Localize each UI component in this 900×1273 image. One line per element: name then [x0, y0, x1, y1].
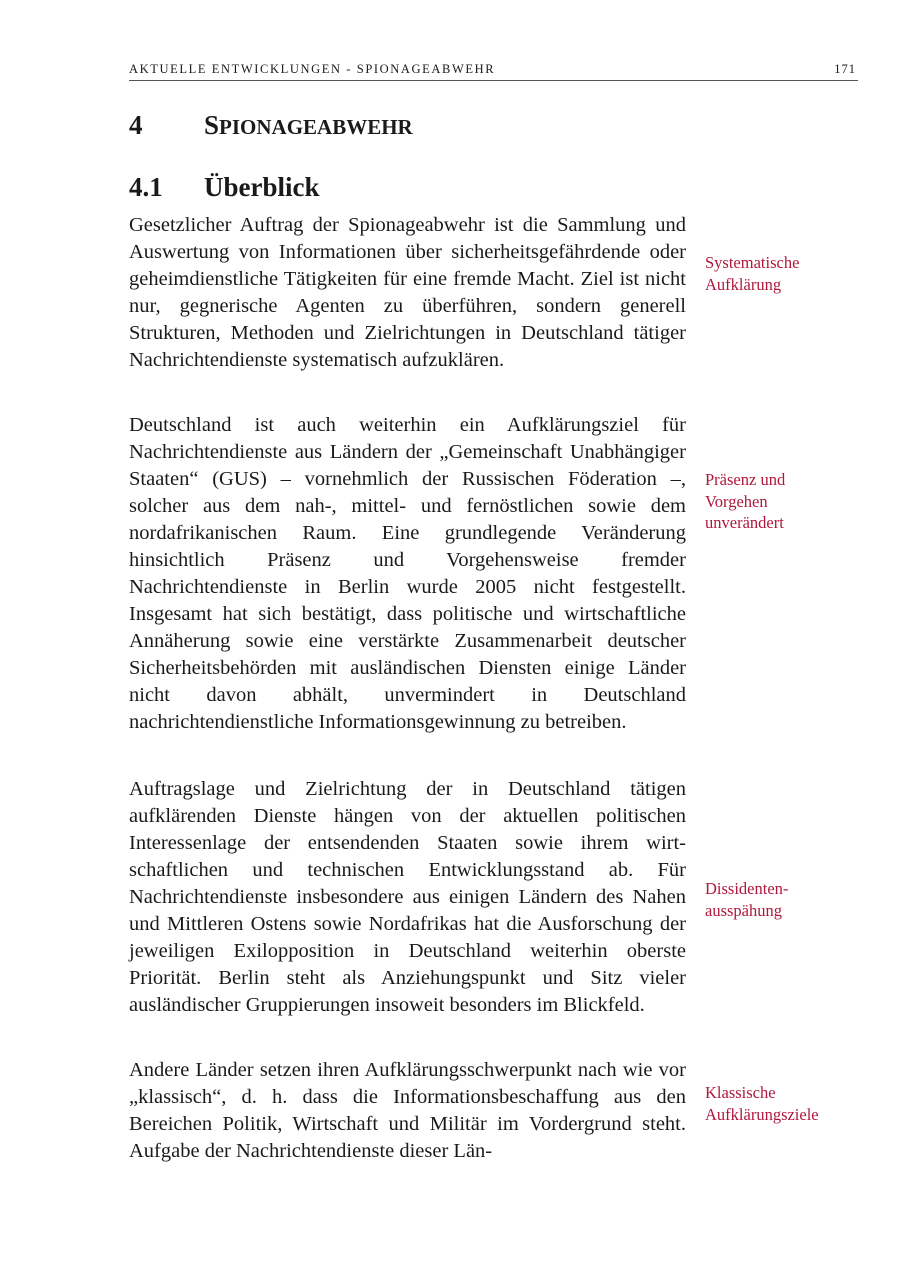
chapter-title: [204, 110, 413, 141]
margin-note-klassische-aufklaerungsziele: [705, 1082, 875, 1125]
margin-note-systematische-aufklaerung: [705, 252, 875, 295]
chapter-title-rest: PIONAGEABWEHR: [219, 115, 413, 139]
paragraph: Gesetzlicher Auftrag der Spionageabwehr ist die Sammlung und Auswertung von Informationen über sicherheitsgefährdende oder geheimdienstliche Tätigkeiten für eine fremde Macht. Ziel ist nicht nur, gegnerische Agenten zu überführen, sondern generell Strukturen, Methoden und Zielrichtungen in Deutschland tätiger Nachrichtendienste systematisch aufzuklären.: [129, 214, 686, 371]
section-title: Überblick: [204, 172, 320, 202]
margin-note-line: Systematische: [705, 253, 800, 272]
chapter-number: 4: [129, 110, 143, 140]
margin-note-line: Klassische: [705, 1083, 776, 1102]
running-title: AKTUELLE ENTWICKLUNGEN - SPIONAGEABWEHR: [129, 62, 496, 76]
margin-note-line: ausspähung: [705, 900, 782, 920]
margin-note-line: Aufklärungsziele: [705, 1104, 819, 1124]
running-header: [129, 62, 858, 81]
margin-note-line: unverändert: [705, 513, 784, 532]
margin-note-dissidentenausspaehung: [705, 878, 875, 921]
chapter-title-initial: S: [204, 110, 220, 140]
margin-note-praesenz-vorgehen: [705, 469, 875, 534]
paragraph: Deutschland ist auch weiterhin ein Aufklärungsziel für Nachrichtendienste aus Ländern der „Gemeinschaft Unabhängiger Staaten“ (GUS) – vornehmlich der Russischen Föderation –, solcher aus dem nah-, mittel- und fernöstlichen sowie dem nordafrikanischen Raum. Eine grundlegende Veränderung hinsichtlich Präsenz und Vorgehensweise fremder Nachrichtendienste in Berlin wurde 2005 nicht festgestellt. Insgesamt hat sich bestätigt, dass politische und wirtschaftliche Annäherung sowie eine verstärkte Zusammenarbeit deutscher Sicherheitsbehörden mit ausländischen Diensten einige Länder nicht davon abhält, unvermindert in Deutschland nachrichtendienstliche Informationsgewinnung zu betreiben.: [129, 414, 686, 733]
margin-note-line: Dissidenten-: [705, 879, 789, 898]
paragraph: Auftragslage und Zielrichtung der in Deutschland tätigen aufklärenden Dienste hängen von der aktuellen politischen Interessenlage der entsendenden Staaten sowie ihrem wirtschaftlichen und technischen Entwicklungsstand ab. Für Nachrichtendienste insbesondere aus einigen Ländern des Nahen und Mittleren Ostens sowie Nordafrikas hat die Ausforschung der jeweiligen Exilopposition in Deutschland weiterhin oberste Priorität. Berlin steht als Anziehungspunkt und Sitz vieler ausländischer Gruppierungen insoweit besonders im Blickfeld.: [129, 778, 686, 1016]
paragraph: Andere Länder setzen ihren Aufklärungsschwerpunkt nach wie vor „klassisch“, d. h. dass die Informationsbeschaffung aus den Bereichen Politik, Wirtschaft und Militär im Vordergrund steht. Aufgabe der Nachrichtendienste dieser Län-: [129, 1059, 686, 1162]
margin-note-line: Vorgehen: [705, 491, 768, 511]
margin-note-line: Aufklärung: [705, 274, 782, 294]
section-number: 4.1: [129, 172, 163, 202]
margin-note-line: Präsenz und: [705, 470, 786, 489]
page-number: 171: [834, 62, 856, 76]
